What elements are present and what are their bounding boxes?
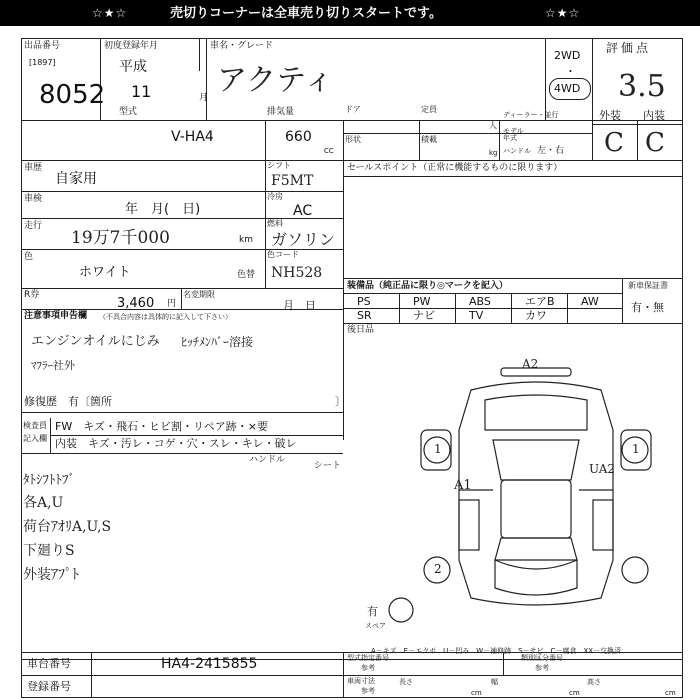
usage-value: 自家用 xyxy=(55,171,97,187)
recycle-unit: 円 xyxy=(167,299,177,309)
load-unit: kg xyxy=(489,149,498,157)
drive-4wd-circle xyxy=(549,78,591,100)
drive-dot: ・ xyxy=(565,65,576,78)
diagram-left-label: A1 xyxy=(454,478,472,493)
reg-no-label: 登録番号 xyxy=(27,680,71,693)
size-label: 車両寸法 xyxy=(347,677,375,685)
category-label: 類別区分番号 xyxy=(521,654,563,662)
diagram-top-label: A2 xyxy=(522,357,539,371)
load-label: 積載 xyxy=(421,135,437,144)
capacity-label: 定員 xyxy=(421,105,437,114)
equip-1-2: TV xyxy=(469,309,484,322)
color-code-field: 色コード xyxy=(267,250,299,259)
diagram-roof xyxy=(501,480,571,538)
equip-0-4: AW xyxy=(581,295,599,308)
chassis-value: HA4-2415855 xyxy=(161,656,258,672)
hand-note-1: ﾀﾄｼﾌﾄﾄﾌﾞ xyxy=(23,473,75,488)
equip-label: 装備品（純正品に限り◎マークを記入） xyxy=(347,281,508,291)
diagram-wheel-label-3: 2 xyxy=(434,562,442,576)
warranty-value: 有・無 xyxy=(631,301,664,314)
banner-title: 売切りコーナーは全車売り切りスタートです。 xyxy=(170,6,442,21)
chassis-label: 車台番号 xyxy=(27,657,71,670)
equip-0-0: PS xyxy=(357,295,371,308)
nox-value: 月 日 xyxy=(283,299,316,312)
car-damage-diagram xyxy=(401,357,641,620)
registration-month-unit: 月 xyxy=(199,93,209,103)
inspector-ann-seat: シート xyxy=(314,461,342,471)
ext-score-label: 外装 xyxy=(599,109,621,122)
hand-note-3: 荷台ｱｵﾘA,U,S xyxy=(23,519,112,535)
height-label: 高さ xyxy=(587,678,601,686)
diagram-wheel-label-2: 1 xyxy=(632,442,640,456)
model-name: アクティ xyxy=(217,63,334,98)
notes-line2: ﾏﾌﾗｰ社外 xyxy=(31,359,75,372)
lot-label: 出品番号 xyxy=(24,41,61,51)
displacement-value: 660 xyxy=(285,129,312,145)
door-label: ドア xyxy=(345,105,361,114)
lot-sub: [1897] xyxy=(29,58,56,67)
inspector-label2: 記入欄 xyxy=(23,434,47,443)
inspector-ann-handle: ハンドル xyxy=(249,455,286,465)
banner-stars-left: ☆★☆ xyxy=(92,6,128,20)
model-label: 車名・グレード xyxy=(210,41,274,51)
inspector-ext-items: FW キズ・飛石・ヒビ割・リペア跡・×要 xyxy=(55,420,268,433)
hand-note-2: 各A,U xyxy=(23,495,64,511)
model-spec-label: 型式指定番号 xyxy=(347,654,389,662)
diagram-windshield xyxy=(493,440,579,480)
color-value: ホワイト xyxy=(79,265,131,280)
banner-stars-right: ☆★☆ xyxy=(545,6,581,20)
ac-label: 冷房 xyxy=(267,192,283,201)
width-label: 幅 xyxy=(491,678,498,686)
diagram-rear-panel-right xyxy=(593,500,613,550)
score-value: 3.5 xyxy=(618,69,666,104)
ext-score: C xyxy=(604,128,624,158)
recycle-value: 3,460 xyxy=(117,296,155,311)
handle-value: 左・右 xyxy=(537,146,565,156)
auction-sheet xyxy=(21,38,683,698)
equip-0-3: エアB xyxy=(525,295,555,308)
handle-label: ハンドル xyxy=(503,147,531,155)
registration-year: 11 xyxy=(131,82,152,101)
model-spec-ref: 参考 xyxy=(361,664,375,672)
color-label: 色 xyxy=(24,252,34,262)
size-ref: 参考 xyxy=(361,687,375,695)
equip-0-2: ABS xyxy=(469,295,491,308)
repair-label: 修復歴 有〔箇所 xyxy=(24,395,112,408)
diagram-wheel-label-1: 1 xyxy=(434,442,442,456)
fuel-value: ガソリン xyxy=(271,230,336,249)
diagram-rear-panel-left xyxy=(459,500,479,550)
usage-label: 車歴 xyxy=(24,163,43,173)
shift-label: シフト xyxy=(267,161,291,170)
mileage-unit: km xyxy=(239,235,253,245)
notes-label: 注意事項申告欄 xyxy=(24,311,88,321)
hand-note-4: 下廻りS xyxy=(23,543,75,559)
inspection-label: 車検 xyxy=(24,194,43,204)
shift-value: F5MT xyxy=(271,173,314,189)
color-code-label: 色替 xyxy=(237,270,256,280)
int-score: C xyxy=(645,128,665,158)
drive-4wd: 4WD xyxy=(554,82,581,95)
diagram-right-label: UA2 xyxy=(589,462,616,476)
dealer-label: ディーラー・並行 xyxy=(503,111,559,119)
equip-1-3: カワ xyxy=(525,309,547,322)
inspector-label: 検査員 xyxy=(23,421,47,430)
fuel-label: 燃料 xyxy=(267,219,283,228)
notes-line1a: エンジンオイルにじみ xyxy=(31,334,160,349)
width-unit: cm xyxy=(569,689,580,697)
length-label: 長さ xyxy=(399,678,413,686)
registration-label: 初度登録年月 xyxy=(104,41,159,51)
sales-label: セールスポイント（正常に機能するものに限ります） xyxy=(347,163,563,173)
equip-1-1: ナビ xyxy=(413,309,435,322)
top-banner xyxy=(0,0,700,26)
damage-legend: A－キズ E－エクボ U－凹み W－補修跡 S－サビ C－腐食 XX－交換済 xyxy=(371,647,622,655)
equip-row-divider xyxy=(343,308,622,309)
mileage-label: 走行 xyxy=(24,221,43,231)
inspection-value: 年 月( 日) xyxy=(125,202,201,217)
type-label: 型式 xyxy=(119,107,138,117)
spare-label: スペア xyxy=(365,622,386,630)
equip-0-1: PW xyxy=(413,295,431,308)
warranty-label: 新車保証書 xyxy=(628,281,668,290)
equip-1-0: SR xyxy=(357,309,372,322)
diagram-tailgate xyxy=(495,560,577,595)
displacement-label: 排気量 xyxy=(267,107,295,117)
score-label: 評価点 xyxy=(606,41,652,55)
length-unit: cm xyxy=(471,689,482,697)
height-unit: cm xyxy=(665,689,676,697)
dealer-model-year: モデル年式 xyxy=(503,127,524,142)
rear-label: 後日品 xyxy=(347,325,375,335)
capacity-unit: 人 xyxy=(489,121,497,130)
diagram-rear-window xyxy=(495,538,577,560)
color-code: NH528 xyxy=(271,265,323,281)
inspector-int-items: 内装 キズ・汚レ・コゲ・穴・スレ・キレ・破レ xyxy=(55,437,297,450)
registration-era: 平成 xyxy=(119,59,147,75)
diagram-body-outline xyxy=(459,382,616,605)
lot-number: 8052 xyxy=(39,80,106,110)
type-value: V-HA4 xyxy=(171,129,214,145)
shape-label: 形状 xyxy=(345,135,361,144)
diagram-hood xyxy=(485,395,587,430)
drive-2wd: 2WD xyxy=(554,49,581,62)
spare-value: 有 xyxy=(367,605,378,618)
recycle-label: R券 xyxy=(24,290,40,300)
category-ref: 参考 xyxy=(535,664,549,672)
displacement-unit: CC xyxy=(324,147,334,155)
mileage-value: 19万7千000 xyxy=(71,228,170,248)
nox-label: 名変期限 xyxy=(183,290,215,299)
notes-line1b: ﾋｯﾁﾒﾝﾊﾞｰ溶接 xyxy=(181,335,254,349)
hand-note-5: 外装ｱﾌﾟﾄ xyxy=(23,567,79,583)
ac-value: AC xyxy=(293,203,313,219)
int-score-label: 内装 xyxy=(643,109,665,122)
notes-sub: （不具合内容は具体的に記入して下さい） xyxy=(99,313,232,321)
repair-end: 〕 xyxy=(335,395,346,408)
